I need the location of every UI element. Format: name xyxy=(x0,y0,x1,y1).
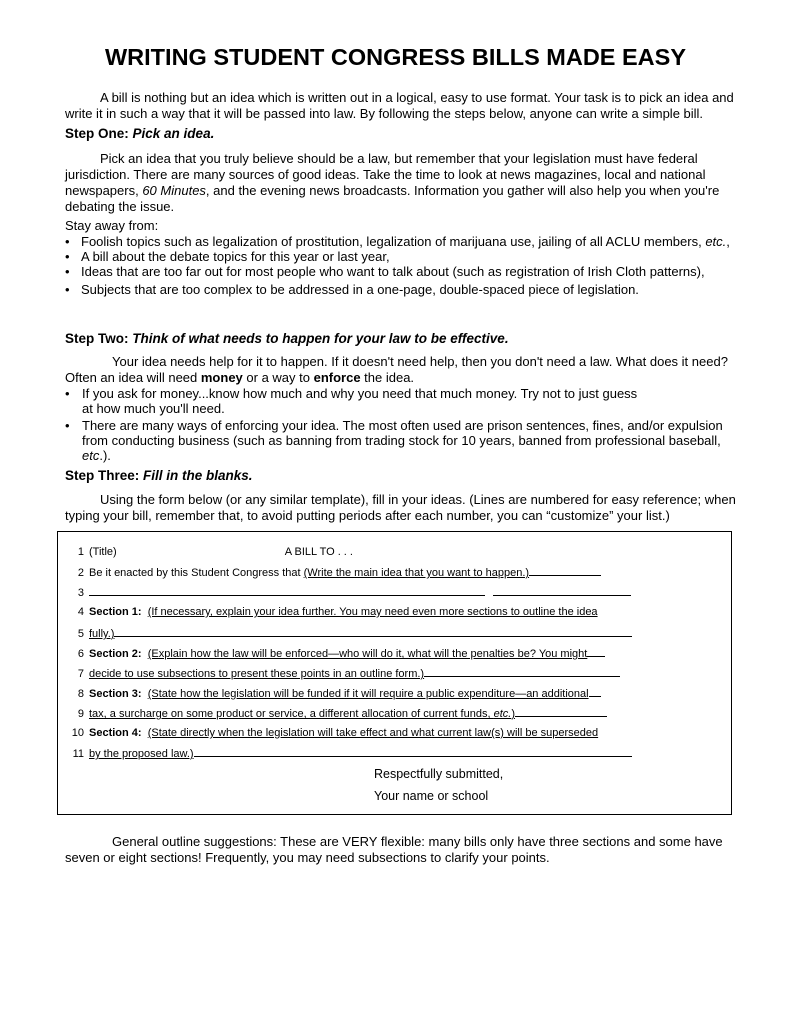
step-one-label: Step One: xyxy=(65,126,129,141)
step-three-paragraph: Using the form below (or any similar template), fill in your ideas. (Lines are numbered for easy reference; when typing your bill, remember that, to avoid putting periods after each number, you can “customize” your list.) xyxy=(65,492,736,523)
form-line-8: 8 Section 3: (State how the legislation will be funded if it will require a public expenditure—an additional xyxy=(58,686,601,701)
step-two-label: Step Two: xyxy=(65,331,129,346)
form-line-4: 4 Section 1: (If necessary, explain your idea further. You may need even more sections to outline the idea xyxy=(77,606,598,618)
step-three-heading xyxy=(65,468,253,484)
money-word: money xyxy=(200,370,243,385)
list-item: • Subjects that are too complex to be addressed in a one-page, double-spaced piece of legislation. xyxy=(65,282,745,297)
signature-line: Your name or school xyxy=(374,789,489,803)
respectfully-submitted: Respectfully submitted, xyxy=(374,767,504,781)
step-one-text-b: , and the evening news broadcasts. Information you gather will also help you when you're debating the issue. xyxy=(65,183,720,214)
list-item: • There are many ways of enforcing your idea. The most often used are prison sentences, fines, and/or expulsion from conducting business (such as banning from trading stock for 10 years, banned from professional baseball, etc.). xyxy=(65,418,725,463)
form-line-9: 9 tax, a surcharge on some product or service, a different allocation of current funds, etc.) xyxy=(58,706,607,721)
step-three-label: Step Three: xyxy=(65,468,140,483)
step-one-heading xyxy=(65,126,214,142)
form-line-11: 11 by the proposed law.) xyxy=(58,746,632,761)
form-line-6: 6 Section 2: (Explain how the law will be enforced—who will do it, what will the penalties be? You might xyxy=(58,646,605,661)
form-line-3: 3 xyxy=(58,585,631,600)
step-two-heading xyxy=(65,331,509,347)
bill-template-form xyxy=(57,531,732,815)
step-one-title: Pick an idea. xyxy=(132,126,215,141)
form-line-1: 1 (Title) A BILL TO . . . xyxy=(77,546,353,558)
page-title: WRITING STUDENT CONGRESS BILLS MADE EASY xyxy=(105,44,686,70)
outline-suggestions: General outline suggestions: These are VERY flexible: many bills only have three sections and some have seven or eight sections! Frequently, you may need subsections to clarify your points. xyxy=(65,834,723,865)
form-line-7: 7 decide to use subsections to present these points in an outline form.) xyxy=(58,666,620,681)
step-one-paragraph xyxy=(65,151,745,215)
intro-paragraph: A bill is nothing but an idea which is written out in a logical, easy to use format. Your task is to pick an idea and write it in such a way that it will be passed into law. By following the steps below, anyone can write a simple bill. xyxy=(65,90,734,121)
list-item: • Ideas that are too far out for most people who want to talk about (such as registration of Irish Cloth patterns), xyxy=(65,264,745,279)
step-three-title: Fill in the blanks. xyxy=(143,468,253,483)
step-one-text-italic: 60 Minutes xyxy=(142,183,206,198)
step-two-paragraph: Your idea needs help for it to happen. If it doesn't need help, then you don't need a law. What does it need? Often an idea will need money or a way to enforce the idea. xyxy=(65,354,728,385)
form-line-5: 5 fully.) xyxy=(58,626,632,641)
step-two-list xyxy=(65,386,725,463)
list-item: • A bill about the debate topics for this year or last year, xyxy=(65,249,745,264)
step-two-title: Think of what needs to happen for your law to be effective. xyxy=(132,331,509,346)
stay-away-list xyxy=(65,234,745,297)
step-one-text-a: Pick an idea that you truly believe should be a law, but remember that your legislation must have federal jurisdiction. There are many sources of good ideas. Take the time to look at news magazines, local and national newspapers, xyxy=(65,151,706,198)
list-item: • Foolish topics such as legalization of prostitution, legalization of marijuana use, jailing of all ACLU members, etc., xyxy=(65,234,745,249)
form-line-10: 10 Section 4: (State directly when the legislation will take effect and what current law(s) will be superseded xyxy=(71,727,599,739)
enforce-word: enforce xyxy=(313,370,361,385)
list-item: • If you ask for money...know how much and why you need that much money. Try not to just guess at how much you'll need. xyxy=(65,386,725,416)
form-line-2: 2 Be it enacted by this Student Congress that (Write the main idea that you want to happen.) xyxy=(58,565,601,580)
stay-away-label: Stay away from: xyxy=(65,218,159,233)
